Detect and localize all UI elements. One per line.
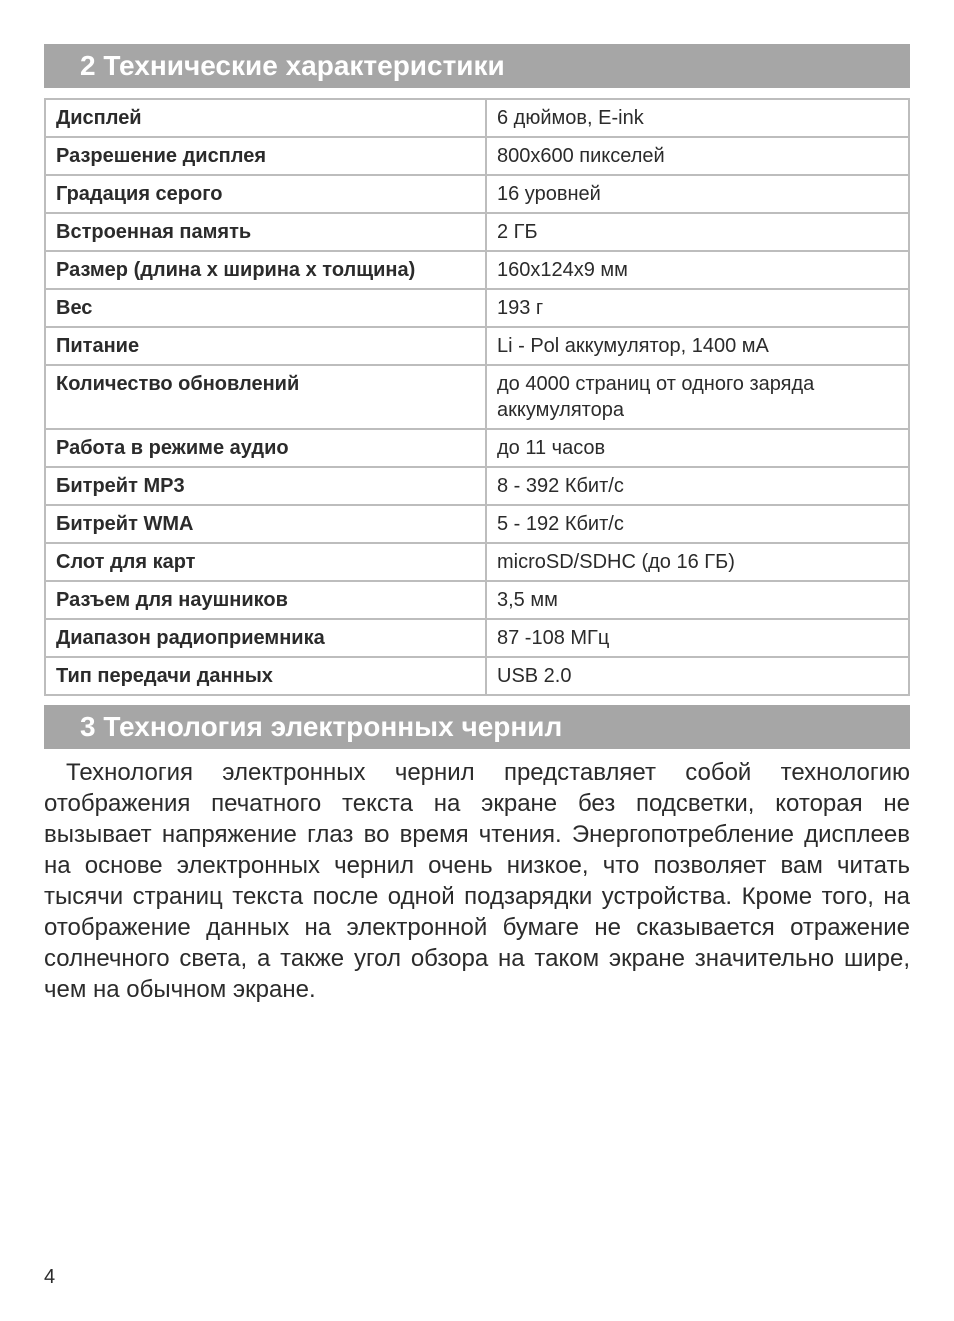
spec-value: 5 - 192 Кбит/с	[486, 505, 909, 543]
spec-key: Градация серого	[45, 175, 486, 213]
spec-value: 160x124x9 мм	[486, 251, 909, 289]
spec-value: microSD/SDHC (до 16 ГБ)	[486, 543, 909, 581]
spec-value: 193 г	[486, 289, 909, 327]
page-number: 4	[44, 1266, 56, 1288]
spec-value: 2 ГБ	[486, 213, 909, 251]
table-row	[45, 657, 909, 695]
table-row	[45, 289, 909, 327]
spec-key: Вес	[45, 289, 486, 327]
spec-key: Слот для карт	[45, 543, 486, 581]
spec-value: Li - Pol аккумулятор, 1400 мА	[486, 327, 909, 365]
section-3-header	[44, 705, 910, 749]
section-2-title: 2 Технические характеристики	[80, 50, 505, 81]
spec-key: Встроенная память	[45, 213, 486, 251]
spec-key: Диапазон радиоприемника	[45, 619, 486, 657]
spec-value: 8 - 392 Кбит/с	[486, 467, 909, 505]
spec-value: до 11 часов	[486, 429, 909, 467]
table-row	[45, 467, 909, 505]
spec-key: Разрешение дисплея	[45, 137, 486, 175]
table-row	[45, 581, 909, 619]
spec-key: Количество обновлений	[45, 365, 486, 429]
spec-value: 16 уровней	[486, 175, 909, 213]
table-row	[45, 213, 909, 251]
table-row	[45, 429, 909, 467]
spec-key: Разъем для наушников	[45, 581, 486, 619]
spec-value: 800x600 пикселей	[486, 137, 909, 175]
spec-key: Битрейт WMA	[45, 505, 486, 543]
table-row	[45, 99, 909, 137]
e-ink-description-paragraph: Технология электронных чернил представляет собой технологию отображения печатного текста на экране без подсветки, которая не вызывает напряжение глаз во время чтения. Энергопотребление дисплеев на основе электронных чернил очень низкое, что позволяет вам читать тысячи страниц текста после одной подзарядки устройства. Кроме того, на отображение данных на электронной бумаге не сказывается отражение солнечного света, а также угол обзора на таком экране значительно шире, чем на обычном экране.	[44, 759, 910, 1003]
table-row	[45, 543, 909, 581]
table-row	[45, 251, 909, 289]
section-2-header	[44, 44, 910, 88]
table-row	[45, 619, 909, 657]
spec-value: 87 -108 МГц	[486, 619, 909, 657]
table-row	[45, 137, 909, 175]
spec-key: Тип передачи данных	[45, 657, 486, 695]
table-row	[45, 505, 909, 543]
table-row	[45, 365, 909, 429]
table-row	[45, 327, 909, 365]
spec-key: Питание	[45, 327, 486, 365]
spec-key: Работа в режиме аудио	[45, 429, 486, 467]
spec-key: Размер (длина х ширина х толщина)	[45, 251, 486, 289]
spec-value: до 4000 страниц от одного заряда аккумулятора	[486, 365, 909, 429]
spec-key: Дисплей	[45, 99, 486, 137]
spec-value: 6 дюймов, E-ink	[486, 99, 909, 137]
spec-value: USB 2.0	[486, 657, 909, 695]
specifications-table	[44, 98, 910, 696]
spec-value: 3,5 мм	[486, 581, 909, 619]
section-3-title: 3 Технология электронных чернил	[80, 711, 563, 742]
table-row	[45, 175, 909, 213]
spec-key: Битрейт MP3	[45, 467, 486, 505]
